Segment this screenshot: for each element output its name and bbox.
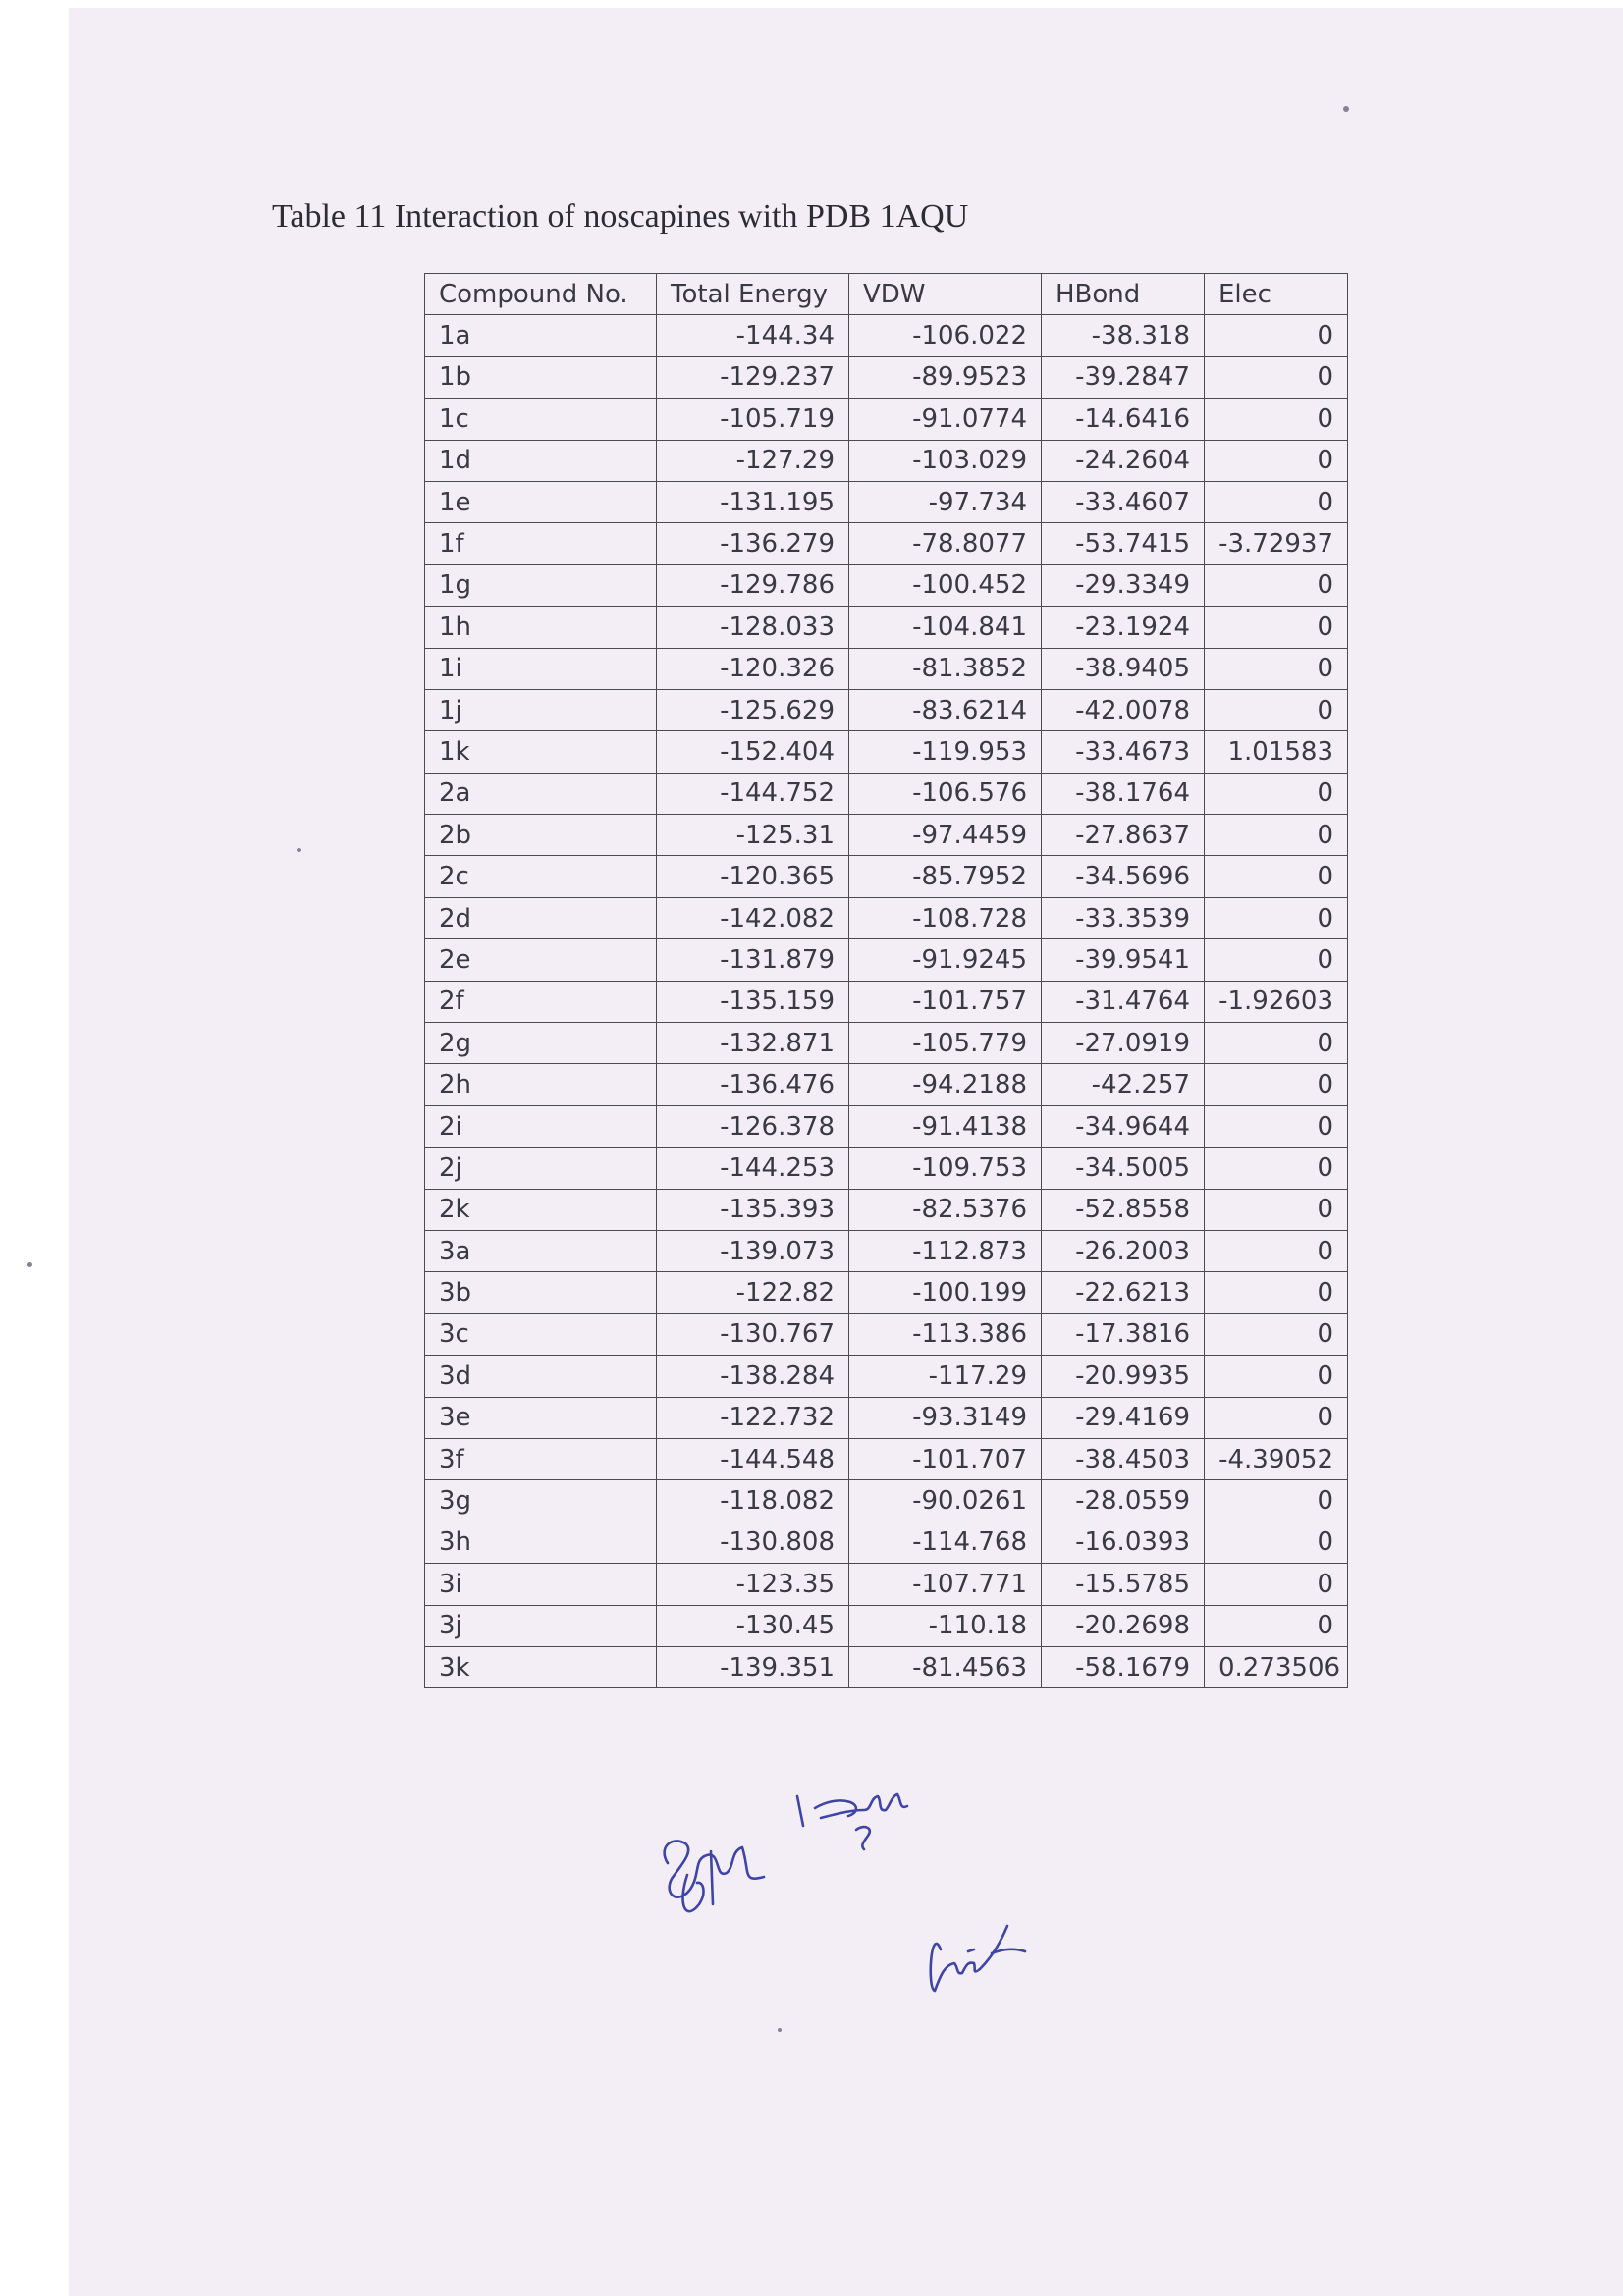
cell-compound-no: 1i [425,648,657,689]
cell-elec: -4.39052 [1205,1438,1348,1479]
table-row [425,481,1348,522]
cell-compound-no: 3a [425,1230,657,1271]
cell-compound-no: 3h [425,1522,657,1563]
cell-compound-no: 1e [425,481,657,522]
cell-hbond: -15.5785 [1042,1564,1205,1605]
cell-hbond: -23.1924 [1042,607,1205,648]
cell-compound-no: 3j [425,1605,657,1646]
cell-vdw: -110.18 [849,1605,1042,1646]
cell-elec: 0 [1205,1189,1348,1230]
cell-hbond: -20.2698 [1042,1605,1205,1646]
table-row [425,1397,1348,1438]
cell-elec: 0 [1205,939,1348,981]
cell-compound-no: 2f [425,981,657,1022]
cell-elec: 0 [1205,1064,1348,1105]
cell-elec: 0 [1205,564,1348,606]
signatures [628,1757,1080,2032]
cell-vdw: -78.8077 [849,523,1042,564]
cell-vdw: -91.9245 [849,939,1042,981]
scan-speck [27,1262,32,1267]
table-row [425,648,1348,689]
cell-vdw: -91.4138 [849,1105,1042,1147]
table-row [425,1480,1348,1522]
cell-compound-no: 3k [425,1646,657,1687]
cell-total-energy: -122.732 [657,1397,849,1438]
cell-total-energy: -130.767 [657,1313,849,1355]
cell-compound-no: 2g [425,1023,657,1064]
table-row [425,689,1348,730]
cell-vdw: -109.753 [849,1148,1042,1189]
table-body [425,315,1348,1688]
cell-elec: 0 [1205,1230,1348,1271]
header-compound-no: Compound No. [425,274,657,315]
cell-hbond: -52.8558 [1042,1189,1205,1230]
cell-vdw: -85.7952 [849,856,1042,897]
cell-hbond: -29.3349 [1042,564,1205,606]
cell-compound-no: 2d [425,897,657,938]
cell-vdw: -101.757 [849,981,1042,1022]
table-row [425,773,1348,814]
cell-elec: 0 [1205,1397,1348,1438]
cell-elec: 0 [1205,356,1348,398]
table-row [425,1356,1348,1397]
cell-vdw: -81.3852 [849,648,1042,689]
cell-total-energy: -128.033 [657,607,849,648]
cell-total-energy: -142.082 [657,897,849,938]
cell-elec: 0 [1205,1522,1348,1563]
cell-total-energy: -120.365 [657,856,849,897]
cell-hbond: -33.4607 [1042,481,1205,522]
cell-compound-no: 1k [425,731,657,773]
cell-vdw: -113.386 [849,1313,1042,1355]
cell-hbond: -34.9644 [1042,1105,1205,1147]
cell-hbond: -28.0559 [1042,1480,1205,1522]
cell-vdw: -97.734 [849,481,1042,522]
cell-compound-no: 1g [425,564,657,606]
cell-compound-no: 2j [425,1148,657,1189]
cell-total-energy: -129.786 [657,564,849,606]
table-row [425,897,1348,938]
cell-total-energy: -130.808 [657,1522,849,1563]
cell-vdw: -104.841 [849,607,1042,648]
cell-compound-no: 3f [425,1438,657,1479]
table-row [425,1564,1348,1605]
cell-elec: 0 [1205,815,1348,856]
cell-elec: 0 [1205,607,1348,648]
table-row [425,939,1348,981]
cell-elec: 0 [1205,648,1348,689]
cell-hbond: -42.257 [1042,1064,1205,1105]
cell-compound-no: 1d [425,440,657,481]
header-elec: Elec [1205,274,1348,315]
cell-hbond: -39.9541 [1042,939,1205,981]
cell-total-energy: -144.752 [657,773,849,814]
cell-compound-no: 2i [425,1105,657,1147]
cell-vdw: -107.771 [849,1564,1042,1605]
cell-hbond: -39.2847 [1042,356,1205,398]
table-row [425,1230,1348,1271]
cell-elec: 0 [1205,689,1348,730]
cell-elec: 1.01583 [1205,731,1348,773]
cell-compound-no: 1b [425,356,657,398]
cell-elec: 0 [1205,1105,1348,1147]
cell-elec: 0 [1205,856,1348,897]
cell-compound-no: 2e [425,939,657,981]
table-row [425,1023,1348,1064]
cell-vdw: -114.768 [849,1522,1042,1563]
table-row [425,1064,1348,1105]
table-row [425,856,1348,897]
cell-hbond: -38.9405 [1042,648,1205,689]
cell-elec: 0 [1205,315,1348,356]
cell-compound-no: 3e [425,1397,657,1438]
cell-vdw: -112.873 [849,1230,1042,1271]
table-row [425,1105,1348,1147]
cell-elec: 0 [1205,1313,1348,1355]
cell-vdw: -106.022 [849,315,1042,356]
signature-top [797,1794,907,1849]
cell-hbond: -38.318 [1042,315,1205,356]
cell-hbond: -42.0078 [1042,689,1205,730]
cell-elec: 0 [1205,399,1348,440]
table-row [425,1605,1348,1646]
cell-total-energy: -136.279 [657,523,849,564]
cell-vdw: -106.576 [849,773,1042,814]
cell-compound-no: 2h [425,1064,657,1105]
cell-hbond: -27.8637 [1042,815,1205,856]
cell-total-energy: -123.35 [657,1564,849,1605]
cell-hbond: -20.9935 [1042,1356,1205,1397]
table-row [425,1438,1348,1479]
cell-compound-no: 3g [425,1480,657,1522]
cell-hbond: -53.7415 [1042,523,1205,564]
header-total-energy: Total Energy [657,274,849,315]
cell-vdw: -90.0261 [849,1480,1042,1522]
cell-elec: 0 [1205,1356,1348,1397]
cell-hbond: -33.3539 [1042,897,1205,938]
table-row [425,1272,1348,1313]
cell-elec: 0 [1205,1023,1348,1064]
cell-vdw: -100.199 [849,1272,1042,1313]
cell-elec: 0 [1205,440,1348,481]
cell-vdw: -91.0774 [849,399,1042,440]
scan-speck [297,848,301,852]
cell-compound-no: 1h [425,607,657,648]
cell-hbond: -31.4764 [1042,981,1205,1022]
cell-hbond: -26.2003 [1042,1230,1205,1271]
cell-compound-no: 3b [425,1272,657,1313]
cell-total-energy: -138.284 [657,1356,849,1397]
cell-total-energy: -129.237 [657,356,849,398]
cell-total-energy: -122.82 [657,1272,849,1313]
cell-hbond: -22.6213 [1042,1272,1205,1313]
cell-vdw: -82.5376 [849,1189,1042,1230]
table-row [425,731,1348,773]
cell-elec: 0 [1205,897,1348,938]
table-row [425,315,1348,356]
cell-total-energy: -135.159 [657,981,849,1022]
cell-elec: 0 [1205,481,1348,522]
cell-total-energy: -135.393 [657,1189,849,1230]
cell-total-energy: -125.31 [657,815,849,856]
table-row [425,1313,1348,1355]
cell-vdw: -108.728 [849,897,1042,938]
table-row [425,607,1348,648]
table-row [425,815,1348,856]
table-row [425,564,1348,606]
signature-bottom [931,1926,1025,1991]
cell-elec: 0 [1205,1480,1348,1522]
table-row [425,399,1348,440]
cell-total-energy: -139.351 [657,1646,849,1687]
cell-hbond: -33.4673 [1042,731,1205,773]
cell-total-energy: -144.34 [657,315,849,356]
signature-left [665,1841,764,1911]
table-row [425,1646,1348,1687]
cell-elec: -3.72937 [1205,523,1348,564]
cell-elec: -1.92603 [1205,981,1348,1022]
cell-vdw: -105.779 [849,1023,1042,1064]
cell-hbond: -38.4503 [1042,1438,1205,1479]
cell-total-energy: -144.253 [657,1148,849,1189]
table-row [425,981,1348,1022]
cell-total-energy: -136.476 [657,1064,849,1105]
cell-elec: 0 [1205,1564,1348,1605]
cell-vdw: -97.4459 [849,815,1042,856]
cell-compound-no: 2c [425,856,657,897]
cell-hbond: -24.2604 [1042,440,1205,481]
cell-compound-no: 1a [425,315,657,356]
cell-compound-no: 3d [425,1356,657,1397]
cell-hbond: -29.4169 [1042,1397,1205,1438]
cell-vdw: -117.29 [849,1356,1042,1397]
table-header-row [425,274,1348,315]
cell-total-energy: -139.073 [657,1230,849,1271]
cell-total-energy: -131.879 [657,939,849,981]
cell-elec: 0.273506 [1205,1646,1348,1687]
cell-elec: 0 [1205,1272,1348,1313]
cell-compound-no: 2a [425,773,657,814]
cell-hbond: -14.6416 [1042,399,1205,440]
cell-hbond: -17.3816 [1042,1313,1205,1355]
cell-hbond: -58.1679 [1042,1646,1205,1687]
cell-compound-no: 1c [425,399,657,440]
cell-vdw: -101.707 [849,1438,1042,1479]
cell-elec: 0 [1205,1148,1348,1189]
cell-total-energy: -130.45 [657,1605,849,1646]
interaction-table [424,273,1348,1688]
table-row [425,523,1348,564]
cell-elec: 0 [1205,1605,1348,1646]
cell-compound-no: 3c [425,1313,657,1355]
cell-vdw: -103.029 [849,440,1042,481]
cell-compound-no: 2k [425,1189,657,1230]
cell-compound-no: 1f [425,523,657,564]
cell-total-energy: -131.195 [657,481,849,522]
cell-compound-no: 1j [425,689,657,730]
cell-vdw: -119.953 [849,731,1042,773]
header-vdw: VDW [849,274,1042,315]
cell-elec: 0 [1205,773,1348,814]
cell-vdw: -94.2188 [849,1064,1042,1105]
table-row [425,440,1348,481]
cell-total-energy: -144.548 [657,1438,849,1479]
cell-total-energy: -126.378 [657,1105,849,1147]
cell-vdw: -93.3149 [849,1397,1042,1438]
cell-total-energy: -132.871 [657,1023,849,1064]
cell-hbond: -38.1764 [1042,773,1205,814]
cell-hbond: -34.5005 [1042,1148,1205,1189]
table-row [425,1522,1348,1563]
cell-compound-no: 2b [425,815,657,856]
cell-hbond: -16.0393 [1042,1522,1205,1563]
header-hbond: HBond [1042,274,1205,315]
cell-vdw: -83.6214 [849,689,1042,730]
table-row [425,1148,1348,1189]
cell-vdw: -81.4563 [849,1646,1042,1687]
cell-total-energy: -118.082 [657,1480,849,1522]
cell-total-energy: -152.404 [657,731,849,773]
cell-vdw: -100.452 [849,564,1042,606]
table-row [425,356,1348,398]
cell-hbond: -34.5696 [1042,856,1205,897]
cell-compound-no: 3i [425,1564,657,1605]
cell-vdw: -89.9523 [849,356,1042,398]
table-caption: Table 11 Interaction of noscapines with PDB 1AQU [272,198,969,235]
cell-total-energy: -120.326 [657,648,849,689]
cell-hbond: -27.0919 [1042,1023,1205,1064]
scan-speck [1343,106,1349,112]
cell-total-energy: -127.29 [657,440,849,481]
table-row [425,1189,1348,1230]
cell-total-energy: -105.719 [657,399,849,440]
cell-total-energy: -125.629 [657,689,849,730]
